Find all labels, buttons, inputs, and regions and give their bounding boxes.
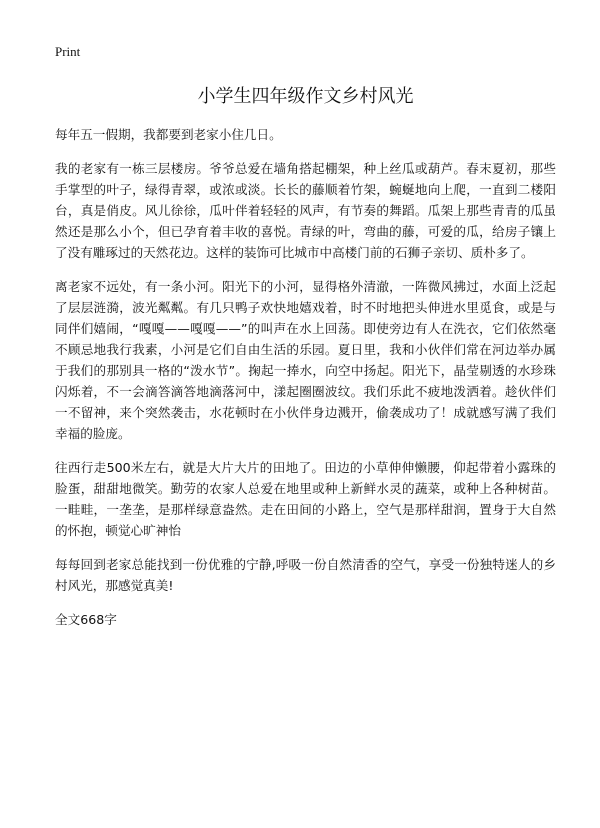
article-paragraph: 每每回到老家总能找到一份优雅的宁静,呼吸一份自然清香的空气，享受一份独特迷人的乡村风光，那感觉真美! — [55, 557, 556, 593]
article-body — [55, 124, 556, 596]
article-title: 小学生四年级作文乡村风光 — [197, 86, 414, 107]
article-paragraph: 离老家不远处，有一条小河。阳光下的小河，显得格外清澈，一阵微风拂过，水面上泛起了层层涟漪，波光粼粼。有几只鸭子欢快地嬉戏着，时不时地把头伸进水里觅食，或是与同伴们嬉闹，“嘎嘎——嘎嘎——”的叫声在水上回荡。即使旁边有人在洗衣，它们依然毫不顾忌地我行我素，小河是它们自由生活的乐园。夏日里，我和小伙伴们常在河边举办属于我们的那别具一格的“泼水节”。掬起一捧水，向空中扬起。阳光下，晶莹剔透的水珍珠闪烁着，不一会滴答滴答地滴落河中，漾起圈圈波纹。我们乐此不疲地泼洒着。趁伙伴们一不留神，来个突然袭击，水花顿时在小伙伴身边溅开，偷袭成功了！成就感写满了我们幸福的脸庞。 — [55, 279, 556, 441]
article-paragraph: 每年五一假期，我都要到老家小住几日。 — [55, 127, 282, 142]
word-count: 全文668字 — [55, 612, 117, 627]
print-link[interactable]: Print — [55, 44, 81, 59]
article-paragraph: 往西行走500米左右，就是大片大片的田地了。田边的小草伸伸懒腰，仰起带着小露珠的脸蛋，甜甜地微笑。勤劳的农家人总爱在地里或种上新鲜水灵的蔬菜，或种上各种树苗。一畦畦，一垄垄，是那样绿意盎然。走在田间的小路上，空气是那样甜润，置身于大自然的怀抱，顿觉心旷神怡 — [55, 460, 556, 538]
article-paragraph: 我的老家有一栋三层楼房。爷爷总爱在墙角搭起棚架，种上丝瓜或葫芦。春末夏初，那些手掌型的叶子，绿得青翠，或浓或淡。长长的藤顺着竹架，蜿蜒地向上爬，一直到二楼阳台，真是俏皮。风儿徐徐，瓜叶伴着轻轻的风声，有节奏的舞蹈。瓜架上那些青青的瓜虽然还是那么小个，但已孕育着丰收的喜悦。青绿的叶，弯曲的藤，可爱的瓜，给房子镶上了没有雕琢过的天然花边。这样的装饰可比城市中高楼门前的石狮子亲切、质朴多了。 — [55, 161, 556, 260]
